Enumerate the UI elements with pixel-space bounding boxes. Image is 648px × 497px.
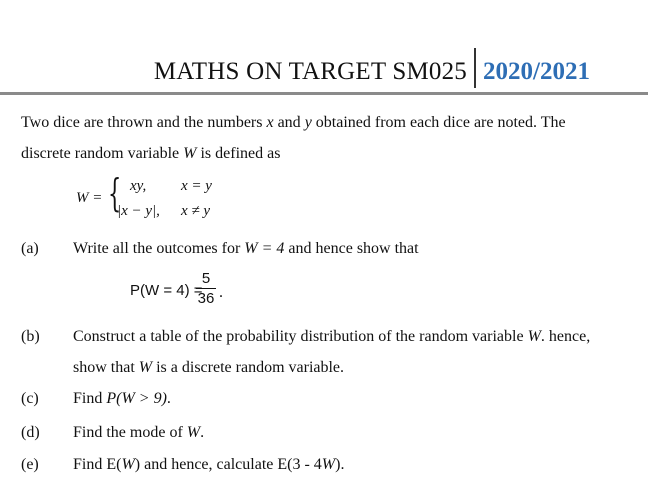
- var-w: W: [321, 456, 336, 473]
- intro-text: and: [273, 114, 305, 131]
- part-e-text-start: Find E(: [73, 456, 122, 473]
- part-d-text-end: .: [200, 424, 205, 441]
- part-e-label: (e): [21, 456, 39, 473]
- header-rule: [0, 92, 648, 95]
- case2-condition: x ≠ y: [181, 203, 211, 219]
- part-a-text-end: and hence show that: [284, 240, 419, 257]
- part-a-math: W = 4: [244, 240, 285, 257]
- part-b-text: . hence,: [540, 328, 591, 345]
- part-e-text-middle: ) and hence, calculate E(3 - 4: [134, 456, 322, 473]
- var-y: y: [304, 114, 312, 131]
- part-a-fraction: [195, 270, 217, 308]
- part-e-text: [73, 456, 344, 474]
- var-x: x: [266, 114, 274, 131]
- part-c-text: [73, 390, 171, 408]
- intro-line-2: [21, 145, 280, 163]
- part-a-text: [73, 240, 419, 258]
- fraction-denominator: 36: [197, 290, 215, 307]
- part-b-line-2: [73, 359, 344, 377]
- header-separator: [474, 48, 476, 88]
- part-b-text: show that: [73, 359, 139, 376]
- part-c-text-start: Find: [73, 390, 107, 407]
- var-w: W: [121, 456, 135, 473]
- left-brace-symbol: {: [108, 171, 122, 215]
- intro-text: Two dice are thrown and the numbers: [21, 114, 267, 131]
- part-d-text-start: Find the mode of: [73, 424, 187, 441]
- intro-text: discrete random variable: [21, 145, 184, 162]
- part-b-text: Construct a table of the probability distribution of the random variable: [73, 328, 528, 345]
- part-a-label: (a): [21, 240, 39, 257]
- intro-text: obtained from each dice are noted. The: [311, 114, 566, 131]
- part-e-text-end: ).: [335, 456, 345, 473]
- intro-text: is defined as: [196, 145, 281, 162]
- header-title: MATHS ON TARGET SM025: [153, 58, 467, 85]
- case2-expression: |x − y|,: [117, 203, 160, 219]
- part-b-line-1: [73, 328, 590, 346]
- var-w: W: [138, 359, 153, 376]
- definition-lhs: W =: [76, 190, 103, 206]
- intro-line-1: [21, 114, 566, 132]
- part-a-equation-lhs: P(W = 4) =: [130, 282, 203, 299]
- part-c-math: P(W > 9): [106, 390, 167, 407]
- part-a-period: .: [219, 284, 223, 301]
- part-b-label: (b): [21, 328, 40, 345]
- var-w: W: [527, 328, 541, 345]
- page-header: [0, 48, 648, 88]
- part-a-text-start: Write all the outcomes for: [73, 240, 245, 257]
- var-w: W: [186, 424, 201, 441]
- fraction-numerator: 5: [201, 270, 211, 287]
- case1-expression: xy,: [130, 178, 147, 194]
- part-c-text-end: .: [166, 390, 171, 407]
- header-year: 2020/2021: [483, 58, 590, 85]
- part-d-label: (d): [21, 424, 40, 441]
- part-d-text: [73, 424, 204, 442]
- part-b-text: is a discrete random variable.: [152, 359, 345, 376]
- part-c-label: (c): [21, 390, 39, 407]
- var-w: W: [183, 145, 197, 162]
- case1-condition: x = y: [181, 178, 212, 194]
